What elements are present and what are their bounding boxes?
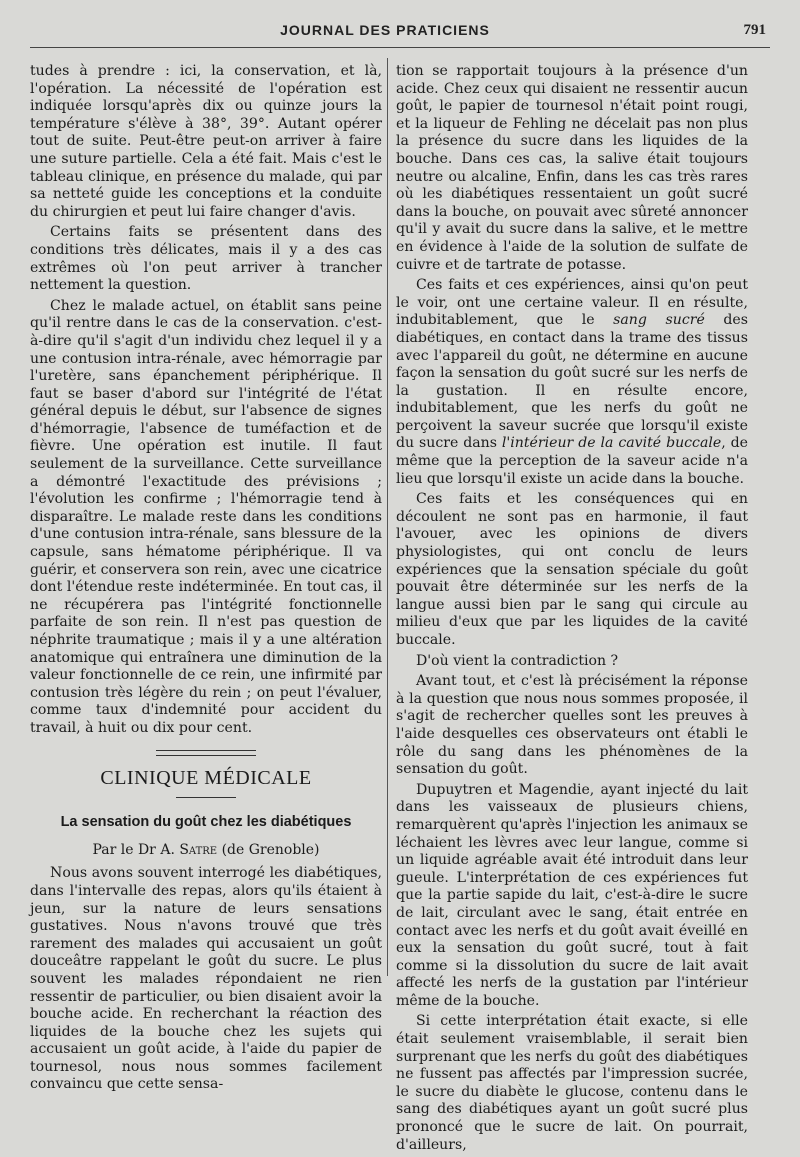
left-column (30, 63, 382, 1097)
byline-suffix: (de Grenoble) (221, 841, 320, 858)
paragraph: Dupuytren et Magendie, ayant injecté du lait dans les vaisseaux de plusieurs chiens, remarquèrent qu'après l'injection les animaux se léchaient les lèvres avec leur langue, comme si un liquide agréable avait été introduit dans leur gueule. L'interprétation de ces expériences fut que la partie sapide du lait, c'est-à-dire le sucre de lait, circulant avec le sang, était entrée en contact avec les nerfs et du goût avait éveillé en eux la sensation du goût sucré, tout à fait comme si la dissolution du sucre de lait avait affecté les nerfs de la gustation par l'intérieur même de la bouche. (396, 781, 748, 1009)
paragraph: Avant tout, et c'est là précisément la réponse à la question que nous nous sommes proposée, il s'agit de rechercher quelles sont les preuves à l'aide desquelles ces observateurs ont établi le rôle du sang dans les phénomènes de la sensation du goût. (396, 673, 748, 778)
journal-title: JOURNAL DES PRATICIENS (280, 22, 490, 38)
header-rule (30, 47, 770, 48)
right-column (396, 63, 748, 1157)
paragraph: Certains faits se présentent dans des conditions très délicates, mais il y a des cas extrêmes où l'on peut arriver à trancher nettement la question. (30, 224, 382, 294)
article-title: La sensation du goût chez les diabétiques (60, 814, 352, 831)
paragraph: Nous avons souvent interrogé les diabétiques, dans l'intervalle des repas, alors qu'ils étaient à jeun, sur la nature de leurs sensations gustatives. Nous n'avons trouvé que très rarement des malades qui accusaient un goût douceâtre rappelant le goût du sucre. Le plus souvent les malades répondaient ne rien ressentir de particulier, ou bien disaient avoir la bouche acide. En recherchant la réaction des liquides de la bouche chez les sujets qui accusaient un goût acide, à l'aide du papier de tournesol, nous nous sommes facilement convaincu que cette sensa- (30, 865, 382, 1093)
page-number: 791 (743, 22, 766, 38)
author-name: Satre (179, 841, 218, 858)
paragraph: D'où vient la contradiction ? (416, 652, 619, 669)
paragraph: tion se rapportait toujours à la présence d'un acide. Chez ceux qui disaient ne ressentir aucun goût, le papier de tournesol n'était point rougi, et la liqueur de Fehling ne décelait pas non plus la présence du sucre dans les liquides de la bouche. Dans ces cas, la salive était toujours neutre ou alcaline, Enfin, dans les cas très rares où les diabétiques ressentaient un goût sucré dans la bouche, on pouvait avec sûreté annoncer qu'il y avait du sucre dans la salive, et le mettre en évidence à l'aide de la solution de sulfate de cuivre et de tartrate de potasse. (396, 63, 748, 273)
section-title: CLINIQUE MÉDICALE (100, 766, 312, 789)
paragraph: Chez le malade actuel, on établit sans peine qu'il rentre dans le cas de la conservation. c'est-à-dire qu'il s'agit d'un individu chez lequel il y a une contusion intra-rénale, avec hémorragie par l'uretère, sans épanchement périphérique. Il faut se baser d'abord sur l'intégrité de l'état général depuis le début, sur l'absence de signes d'hémorragie, l'absence de tuméfaction et de fièvre. Une opération est inutile. Il faut seulement de la surveillance. Cette surveillance a démontré l'exactitude des prévisions ; l'évolution les confirme ; l'hémorragie tend à disparaître. Le malade reste dans les conditions d'une contusion intra-rénale, sans blessure de la capsule, sans hématome périphérique. Il va guérir, et conservera son rein, avec une cicatrice dont l'étendue reste indéterminée. En tout cas, il ne récupérera pas l'intégrité fonctionnelle parfaite de son rein. Il n'est pas question de néphrite traumatique ; mais il y a une altération anatomique qui entraînera une diminution de la valeur fonctionnelle de ce rein, une infirmité par contusion très légère du rein ; on peut l'évaluer, comme taux d'indemnité pour accident du travail, à huit ou dix pour cent. (30, 297, 382, 736)
section-rule (176, 797, 236, 798)
byline-prefix: Par le Dr A. (92, 841, 175, 858)
paragraph: tudes à prendre : ici, la conservation, et là, l'opération. La nécessité de l'opération est indiquée lorsqu'après dix ou quinze jours la température s'élève à 38°, 39°. Autant opérer tout de suite. Peut-être peut-on arriver à faire une suture partielle. Cela a été fait. Mais c'est le tableau clinique, en présence du malade, qui par sa netteté guide les conceptions et la conduite du chirurgien et peut lui faire changer d'avis. (30, 63, 382, 220)
column-divider (387, 58, 388, 976)
paragraph: Ces faits et ces expériences, ainsi qu'on peut le voir, ont une certaine valeur. Il en résulte, indubitablement, que le sang sucré des diabétiques, en contact dans la trame des tissus avec l'appareil du goût, ne détermine en aucune façon la sensation du goût sucré sur les nerfs de la gustation. Il en résulte encore, indubitablement, que les nerfs du goût ne perçoivent la saveur sucrée que lorsqu'il existe du sucre dans l'intérieur de la cavité buccale, de même que la perception de la saveur acide n'a lieu que lorsqu'il existe un acide dans la bouche. (396, 277, 748, 487)
section-double-rule (156, 750, 256, 756)
running-header (0, 22, 800, 42)
paragraph: Ces faits et les conséquences qui en découlent ne sont pas en harmonie, il faut l'avouer, avec les opinions de divers physiologistes, qui ont conclu de leurs expériences que la sensation spéciale du goût pouvait être déterminée sur les nerfs de la langue aussi bien par le sang qui circule au milieu d'eux que par les liquides de la cavité buccale. (396, 491, 748, 648)
paragraph: Si cette interprétation était exacte, si elle était seulement vraisemblable, il serait bien surprenant que les nerfs du goût des diabétiques ne fussent pas affectés par l'impression sucrée, le sucre du diabète le glucose, contenu dans le sang des diabétiques ayant un goût sucré plus prononcé que le sucre de lait. On pourrait, d'ailleurs, (396, 1013, 748, 1153)
article-byline (30, 842, 382, 860)
